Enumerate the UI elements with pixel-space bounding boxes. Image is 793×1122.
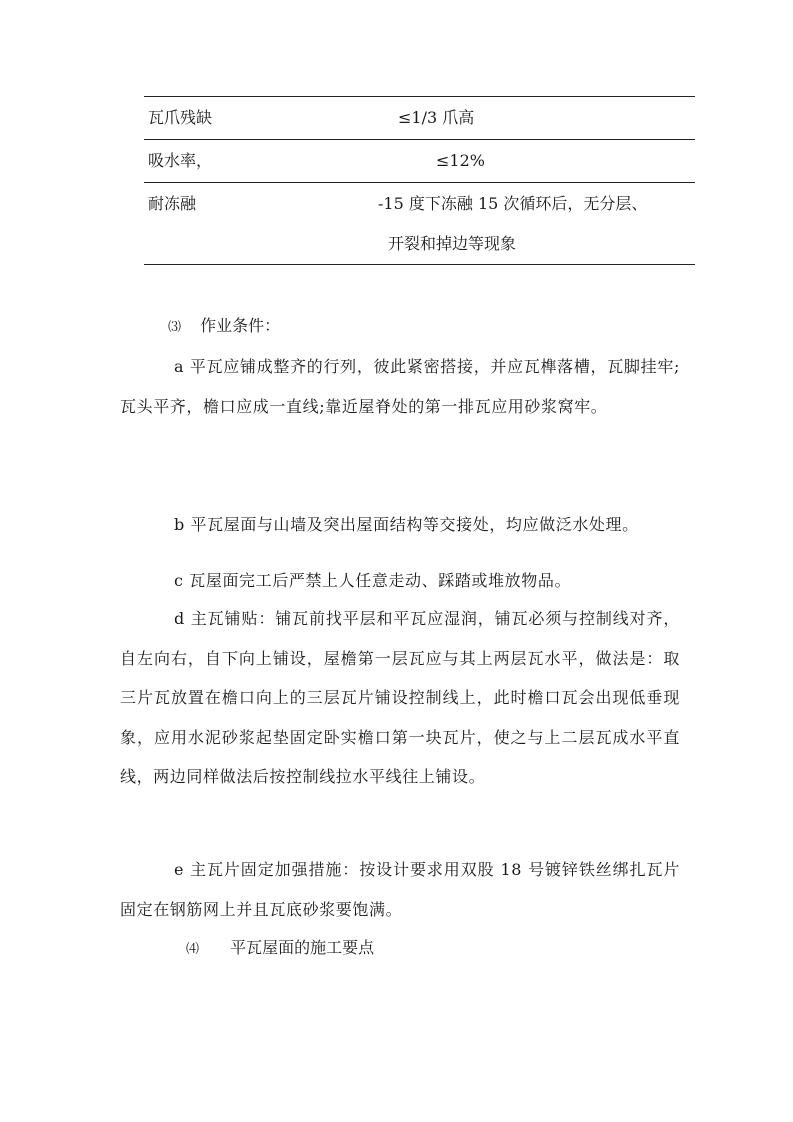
spec-value: ≤1/3 爪高 (398, 108, 475, 127)
spec-value (348, 183, 695, 265)
paragraph-a: a 平瓦应铺成整齐的行列，彼此紧密搭接，并应瓦榫落槽，瓦脚挂牢;瓦头平齐，檐口应成一直线;靠近屋脊处的第一排瓦应用砂浆窝牢。 (120, 357, 680, 416)
table-row (144, 183, 695, 265)
section-title: 作业条件： (200, 316, 281, 335)
section-title: 平瓦屋面的施工要点 (230, 938, 375, 957)
paragraph-d: d 主瓦铺贴：铺瓦前找平层和平瓦应湿润，铺瓦必须与控制线对齐，自左向右，自下向上铺设，屋檐第一层瓦应与其上两层瓦水平，做法是：取三片瓦放置在檐口向上的三层瓦片铺设控制线上，此时檐口瓦会出现低垂现象，应用水泥砂浆起垫固定卧实檐口第一块瓦片，使之与上二层瓦成水平直线，两边同样做法后按控制线拉水平线往上铺设。 (120, 609, 680, 786)
spec-value-line1: -15 度下冻融 15 次循环后，无分层、 (378, 194, 648, 213)
paragraph-e: e 主瓦片固定加强措施：按设计要求用双股 18 号镀锌铁丝绑扎瓦片固定在钢筋网上并且瓦底砂浆要饱满。 (120, 860, 680, 919)
paragraph-b: b 平瓦屋面与山墙及突出屋面结构等交接处，均应做泛水处理。 (174, 515, 639, 534)
spec-name: 吸水率， (148, 151, 213, 170)
spec-table (144, 96, 695, 265)
table-row (144, 140, 695, 183)
section-number: ⑷ (186, 942, 200, 957)
table-row (144, 97, 695, 140)
spec-name: 耐冻融 (148, 194, 197, 213)
paragraph-c: c 瓦屋面完工后严禁上人任意走动、踩踏或堆放物品。 (174, 571, 572, 590)
section-heading-4 (186, 938, 374, 960)
spec-value: ≤12% (436, 151, 485, 170)
spec-name: 瓦爪残缺 (148, 108, 213, 127)
section-heading-3 (168, 316, 280, 338)
section-number: ⑶ (168, 320, 182, 335)
spec-value-line2: 开裂和掉边等现象 (388, 234, 517, 253)
